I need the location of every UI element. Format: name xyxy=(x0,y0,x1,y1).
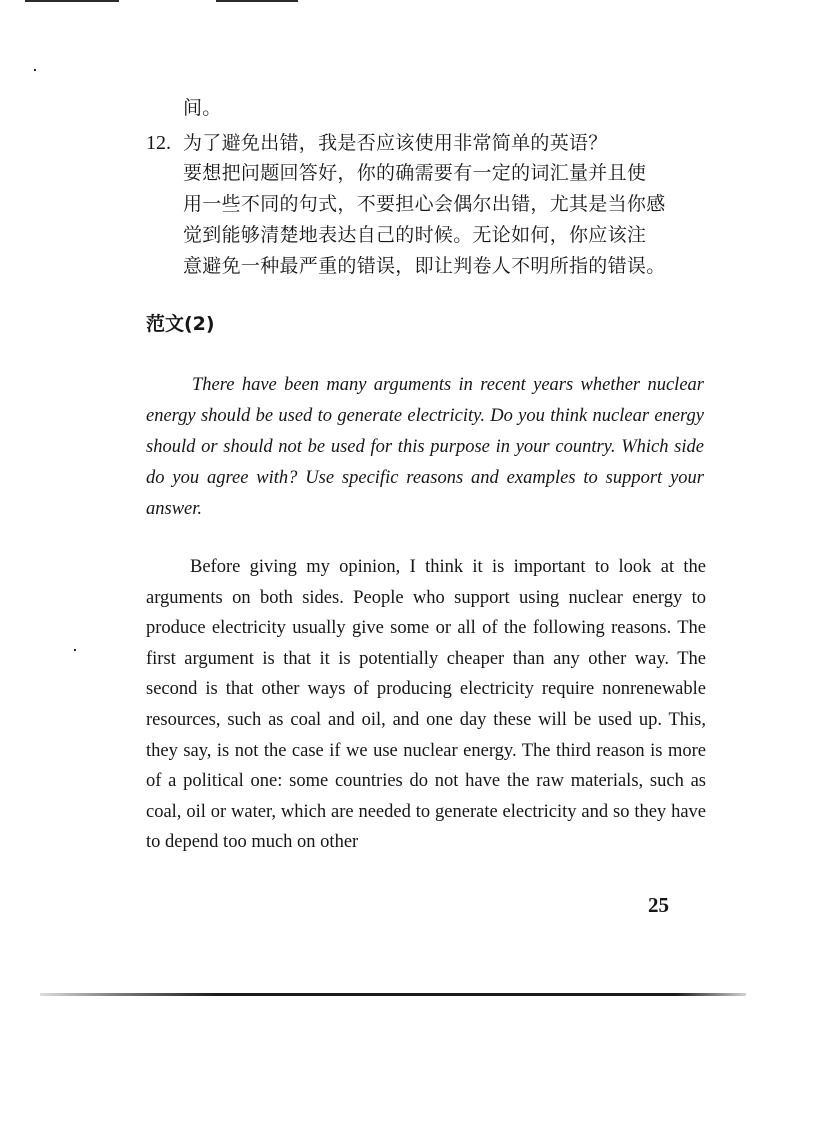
scan-speck xyxy=(74,649,76,651)
answer-line: 用一些不同的句式，不要担心会偶尔出错，尤其是当你感 xyxy=(183,193,666,215)
essay-prompt: There have been many arguments in recent years whether nuclear energy should be used to generate electricity. Do you think nuclear energy should or should not be used for this purpose in your country. Which side do you agree with? Use specific reasons and examples to support your answer. xyxy=(146,375,704,519)
scan-edge-mark xyxy=(216,0,298,2)
scan-speck xyxy=(34,69,36,71)
section-heading: 范文(2) xyxy=(146,313,215,335)
scan-bottom-rule xyxy=(40,993,746,996)
answer-line: 要想把问题回答好，你的确需要有一定的词汇量并且使 xyxy=(183,162,647,184)
answer-line: 意避免一种最严重的错误，即让判卷人不明所指的错误。 xyxy=(183,255,666,277)
question-text: 为了避免出错，我是否应该使用非常简单的英语？ xyxy=(183,132,608,154)
previous-answer-tail: 间。 xyxy=(183,97,222,119)
question-number: 12. xyxy=(146,132,171,154)
page-number: 25 xyxy=(648,893,669,917)
answer-line: 觉到能够清楚地表达自己的时候。无论如何，你应该注 xyxy=(183,224,647,246)
scan-edge-mark xyxy=(25,0,119,2)
essay-body: Before giving my opinion, I think it is important to look at the arguments on both sides. People who support using nuclear energy to produce electricity usually give some or all of the following reasons. The first argument is that it is potentially cheaper than any other way. The second is that other ways of producing electricity require nonrenewable resources, such as coal and oil, and one day these will be used up. This, they say, is not the case if we use nuclear energy. The third reason is more of a political one: some countries do not have the raw materials, such as coal, oil or water, which are needed to generate electricity and so they have to depend too much on other xyxy=(146,557,706,853)
